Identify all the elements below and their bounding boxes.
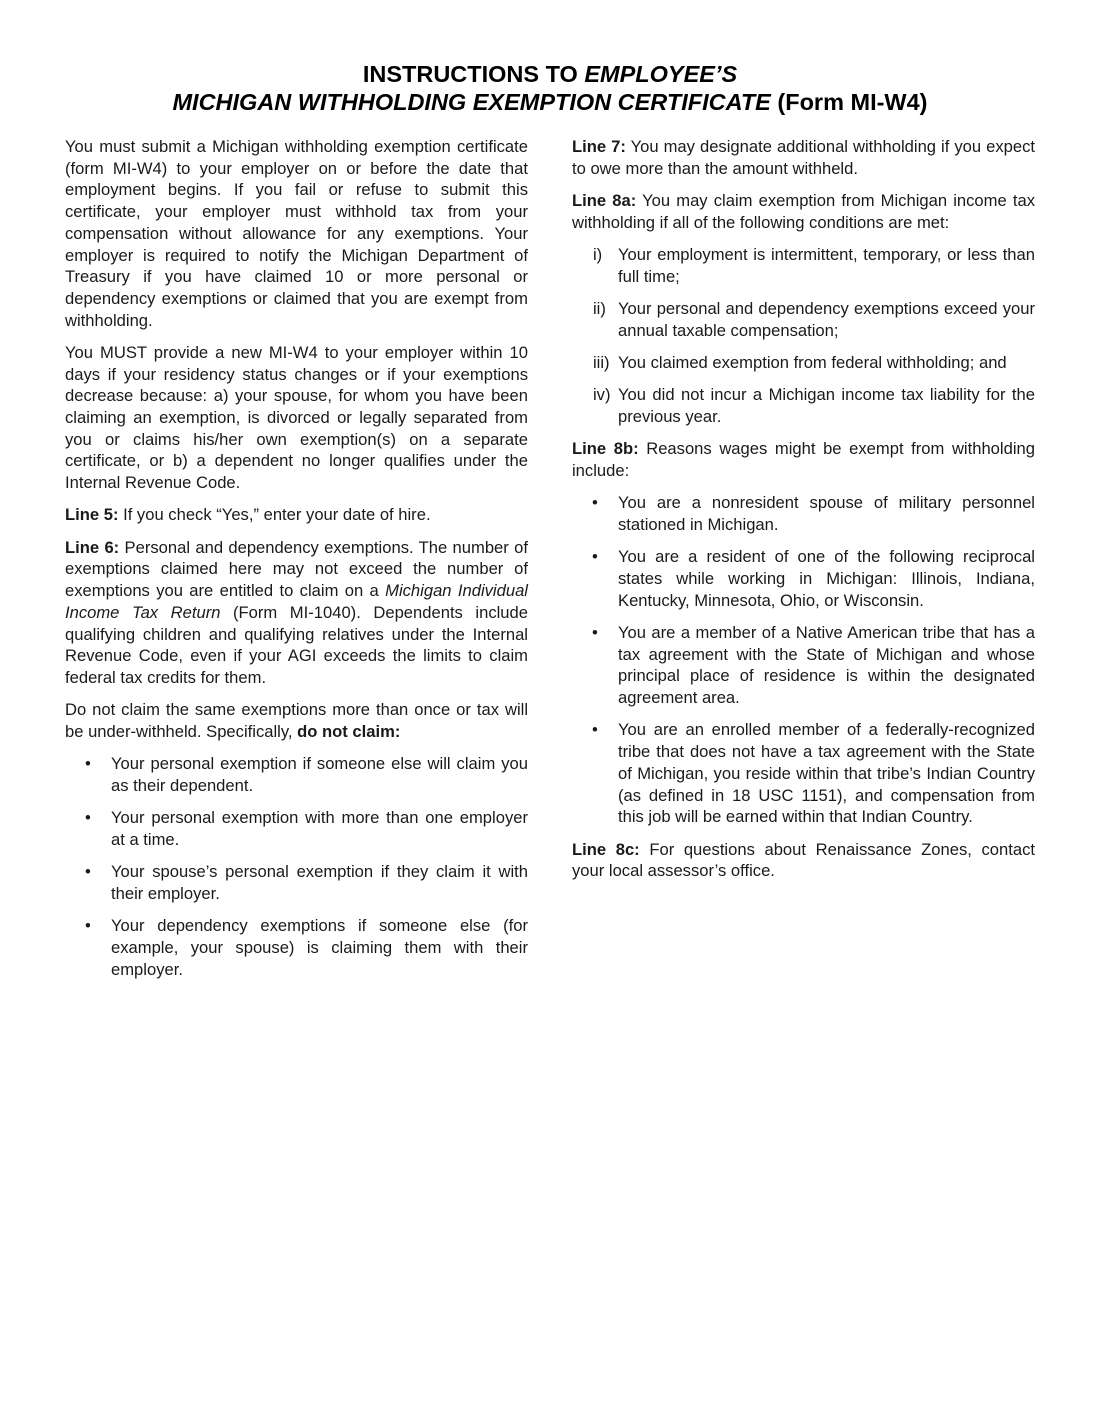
do-not-claim-emphasis: do not claim: (297, 721, 401, 741)
title-employee: EMPLOYEE’S (584, 61, 738, 87)
do-not-claim-paragraph (65, 699, 528, 742)
line-7-instruction (572, 136, 1035, 179)
bullet-marker: • (592, 623, 598, 642)
list-item-text: Your employment is intermittent, temporary, or less than full time; (618, 245, 1035, 286)
list-item-text: Your dependency exemptions if someone else (for example, your spouse) is claiming them with their employer. (111, 916, 528, 979)
line-6-return-name: Michigan Individual Income Tax Return (65, 581, 528, 622)
roman-marker: i) (593, 245, 603, 264)
line-8a-label: Line 8a: (572, 191, 637, 210)
line-8b-instruction (572, 438, 1035, 481)
title-form-number: (Form MI-W4) (770, 89, 928, 115)
line-7-text: You may designate additional withholding if you expect to owe more than the amount withheld. (572, 137, 1036, 178)
list-item (65, 861, 528, 904)
line-8c-label: Line 8c: (572, 839, 640, 859)
line-8b-text: Reasons wages might be exempt from withholding include: (572, 439, 1035, 480)
list-item-text: Your spouse’s personal exemption if they claim it with their employer. (111, 862, 528, 903)
list-item-text: Your personal exemption with more than one employer at a time. (111, 808, 528, 849)
do-not-claim-text: Do not claim the same exemptions more than once or tax will be under-withheld. Specifically, (65, 700, 528, 741)
list-item-text: You are an enrolled member of a federally-recognized tribe that does not have a tax agreement with the State of Michigan, you reside within that tribe’s Indian Country (as defined in 18 USC 1151), and compensation from this job will be earned within that Indian Country. (618, 720, 1035, 827)
list-item (572, 546, 1035, 611)
title-prefix: INSTRUCTIONS TO (362, 61, 585, 87)
bullet-marker: • (85, 754, 91, 774)
list-item-text: You are a resident of one of the following reciprocal states while working in Michigan: Illinois, Indiana, Kentucky, Minnesota, Ohio, or Wisconsin. (618, 547, 1035, 610)
title-line-2 (0, 88, 1100, 116)
list-item (65, 915, 528, 980)
intro-paragraph: You must submit a Michigan withholding exemption certificate (form MI-W4) to your employer on or before the date that employment begins. If you fail or refuse to submit this certificate, your employer must withhold tax from your compensation without allowance for any exemptions. Your employer is required to notify the Michigan Department of Treasury if you have claimed 10 or more personal or dependency exemptions or claimed that you are exempt from withholding. (65, 137, 528, 330)
bullet-marker: • (592, 493, 598, 513)
page-title (0, 60, 1100, 116)
roman-marker: iii) (593, 353, 610, 372)
line-8c-instruction (572, 839, 1035, 882)
do-not-claim-list (65, 753, 528, 980)
bullet-marker: • (85, 916, 91, 936)
line-5-text: If you check “Yes,” enter your date of hire. (118, 505, 431, 525)
list-item-text: You did not incur a Michigan income tax liability for the previous year. (618, 385, 1035, 426)
new-mi-w4-paragraph: You MUST provide a new MI-W4 to your employer within 10 days if your residency status changes or if your exemptions decrease because: a) your spouse, for whom you have been claiming an exemption, is divorced or legally separated from you or claims his/her own exemption(s) on a separate certificate, or b) a dependent no longer qualifies under the Internal Revenue Code. (65, 342, 528, 493)
roman-marker: iv) (593, 385, 611, 405)
bullet-marker: • (592, 547, 598, 567)
exempt-reasons-list (572, 492, 1035, 828)
left-column (65, 136, 528, 991)
line-6-text-b: (Form MI-1040). Dependents include qualifying children and qualifying relatives under the Internal Revenue Code, even if your AGI exceeds the limits to claim federal tax credits for them. (65, 602, 528, 687)
line-5-label: Line 5: (65, 505, 119, 525)
list-item-text: You are a nonresident spouse of military personnel stationed in Michigan. (618, 493, 1035, 534)
line-8b-label: Line 8b: (572, 439, 639, 459)
list-item-text: Your personal exemption if someone else will claim you as their dependent. (111, 754, 528, 795)
line-8a-text: You may claim exemption from Michigan income tax withholding if all of the following conditions are met: (572, 191, 1035, 232)
line-5-instruction (65, 504, 528, 526)
roman-marker: ii) (593, 299, 606, 318)
list-item (65, 807, 528, 850)
line-6-instruction (65, 537, 528, 689)
line-8a-instruction (572, 190, 1035, 233)
list-item (572, 384, 1035, 427)
list-item-text: You claimed exemption from federal withholding; and (618, 353, 1007, 372)
list-item (65, 753, 528, 796)
list-item (572, 244, 1035, 287)
right-column (572, 136, 1035, 893)
line-6-label: Line 6: (65, 537, 120, 557)
line-7-label: Line 7: (572, 137, 626, 156)
list-item (572, 298, 1035, 341)
exemption-conditions-list (572, 244, 1035, 428)
title-line-1 (0, 60, 1100, 88)
bullet-marker: • (85, 862, 91, 882)
bullet-marker: • (85, 808, 91, 828)
bullet-marker: • (592, 720, 598, 740)
list-item (572, 352, 1035, 374)
list-item (572, 492, 1035, 535)
list-item (572, 622, 1035, 709)
list-item-text: You are a member of a Native American tribe that has a tax agreement with the State of Michigan and whose principal place of residence is within the designated agreement area. (618, 623, 1035, 708)
title-form-name: MICHIGAN WITHHOLDING EXEMPTION CERTIFICATE (172, 89, 771, 115)
line-6-text-a: Personal and dependency exemptions. The number of exemptions claimed here may not exceed the number of exemptions you are entitled to claim on a (65, 537, 528, 601)
list-item (572, 719, 1035, 828)
list-item-text: Your personal and dependency exemptions exceed your annual taxable compensation; (618, 299, 1035, 340)
line-8c-text: For questions about Renaissance Zones, contact your local assessor’s office. (572, 839, 1035, 881)
